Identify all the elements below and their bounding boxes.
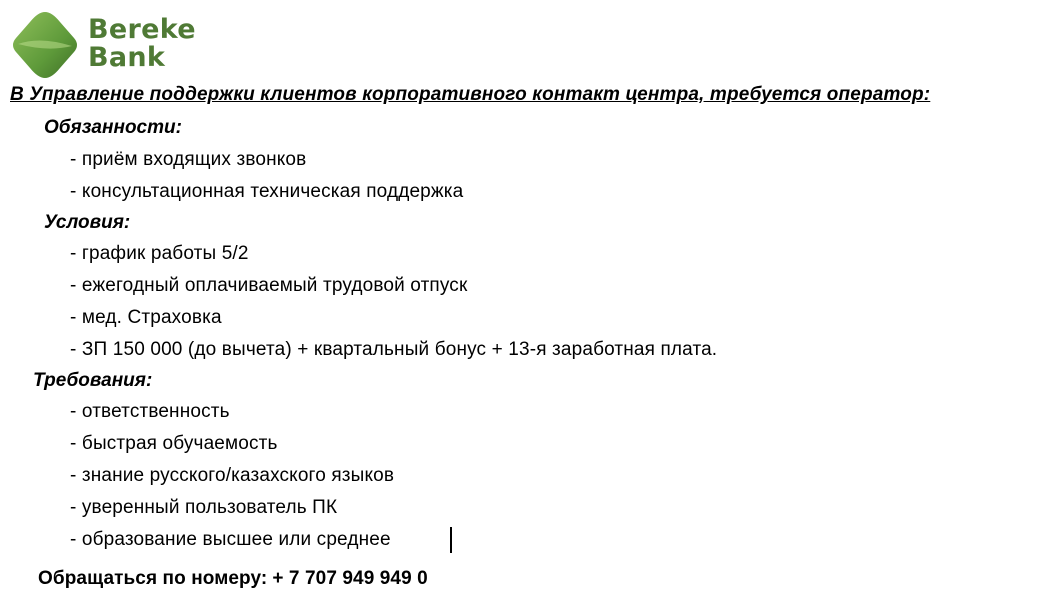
diamond-leaf-icon [10, 10, 80, 80]
duties-title: Обязанности: [44, 117, 182, 138]
bereke-bank-logo [10, 8, 210, 80]
conditions-title: Условия: [44, 212, 131, 233]
contact-line [38, 568, 428, 590]
requirements-title: Требования: [33, 370, 153, 391]
condition-item: - график работы 5/2 [70, 243, 249, 264]
contact-phone: + 7 707 949 949 0 [272, 568, 428, 589]
requirement-item: - ответственность [70, 401, 230, 422]
brand-name-line2: Bank [88, 42, 166, 73]
duty-item: - консультационная техническая поддержка [70, 181, 464, 202]
brand-name-line1: Bereke [88, 14, 196, 45]
brand-name [88, 16, 196, 72]
contact-label: Обращаться по номеру: [38, 568, 268, 589]
condition-item: - ЗП 150 000 (до вычета) + квартальный бонус + 13-я заработная плата. [70, 339, 718, 360]
duty-item: - приём входящих звонков [70, 149, 307, 170]
text-cursor [450, 527, 452, 553]
requirement-item: - быстрая обучаемость [70, 433, 278, 454]
condition-item: - мед. Страховка [70, 307, 222, 328]
requirement-item: - уверенный пользователь ПК [70, 497, 338, 518]
condition-item: - ежегодный оплачиваемый трудовой отпуск [70, 275, 468, 296]
vacancy-headline: В Управление поддержки клиентов корпоративного контакт центра, требуется оператор: [10, 84, 931, 105]
requirement-item: - знание русского/казахского языков [70, 465, 395, 486]
requirement-item: - образование высшее или среднее [70, 529, 391, 550]
